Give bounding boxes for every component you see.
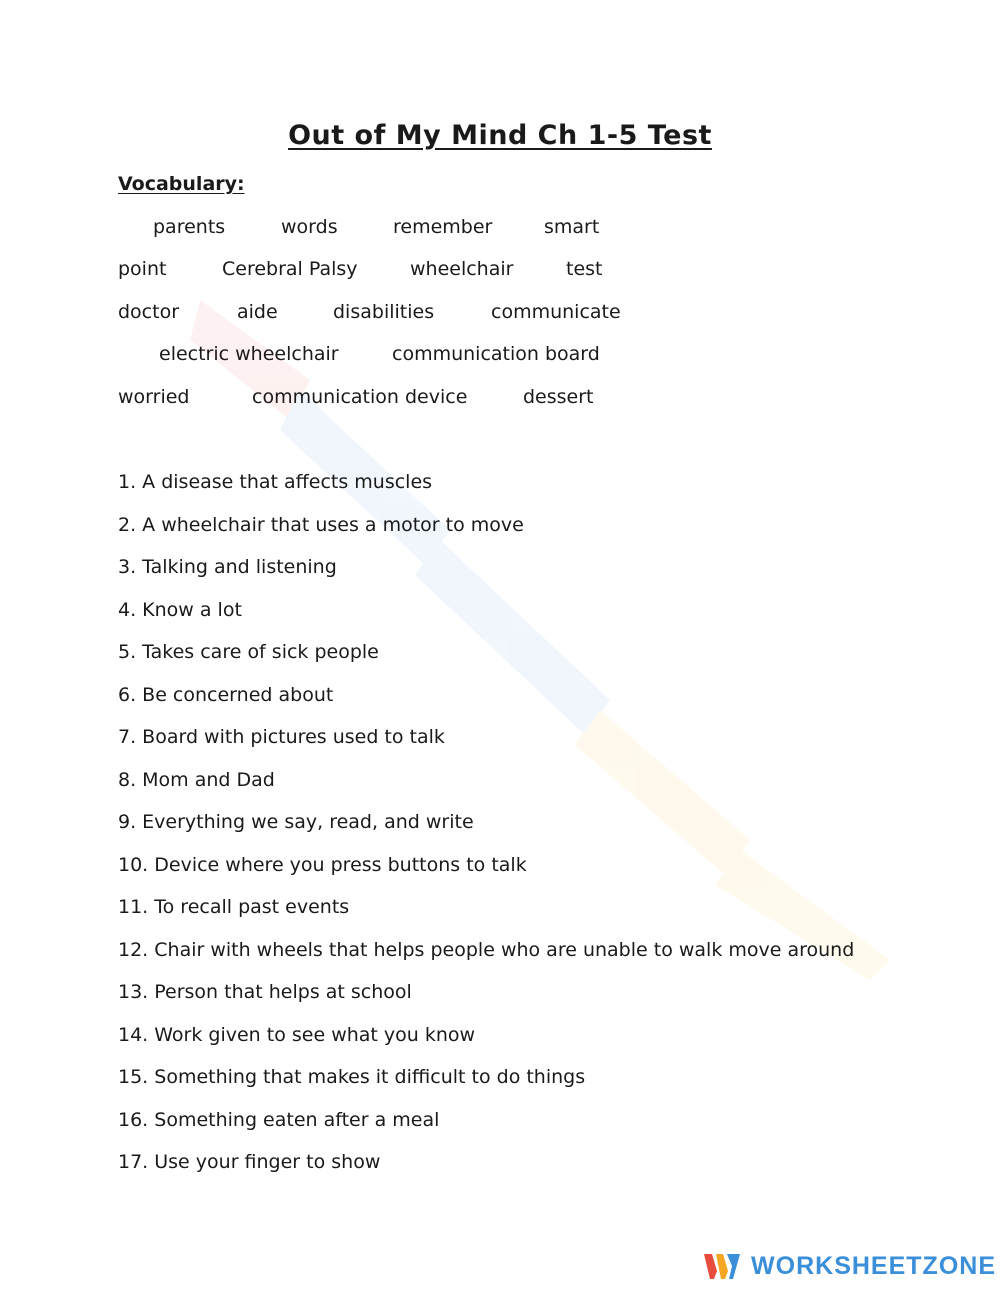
worksheetzone-w-logo-icon xyxy=(703,1251,741,1281)
vocab-word: communication board xyxy=(392,343,600,365)
question-item: 13. Person that helps at school xyxy=(118,981,412,1003)
vocab-word: parents xyxy=(153,216,226,238)
question-item: 8. Mom and Dad xyxy=(118,769,275,791)
question-item: 7. Board with pictures used to talk xyxy=(118,726,445,748)
page-title: Out of My Mind Ch 1-5 Test xyxy=(288,120,712,151)
question-item: 9. Everything we say, read, and write xyxy=(118,811,474,833)
vocab-word: doctor xyxy=(118,301,180,323)
question-item: 14. Work given to see what you know xyxy=(118,1024,476,1046)
question-item: 12. Chair with wheels that helps people who are unable to walk move around xyxy=(118,939,855,961)
brand-footer[interactable] xyxy=(703,1251,996,1281)
vocabulary-heading: Vocabulary: xyxy=(118,173,245,195)
vocab-word: worried xyxy=(118,386,190,408)
vocab-word: Cerebral Palsy xyxy=(222,258,358,280)
question-item: 2. A wheelchair that uses a motor to move xyxy=(118,514,524,536)
vocab-word: point xyxy=(118,258,167,280)
vocab-word: wheelchair xyxy=(410,258,514,280)
question-item: 15. Something that makes it difficult to do things xyxy=(118,1066,586,1088)
vocab-word: words xyxy=(281,216,338,238)
vocab-word: disabilities xyxy=(333,301,435,323)
vocab-word: communicate xyxy=(491,301,621,323)
vocab-word: dessert xyxy=(523,386,594,408)
question-item: 17. Use your finger to show xyxy=(118,1151,381,1173)
vocab-word: test xyxy=(566,258,603,280)
question-item: 4. Know a lot xyxy=(118,599,242,621)
question-item: 10. Device where you press buttons to talk xyxy=(118,854,527,876)
vocab-word: smart xyxy=(544,216,600,238)
vocab-word: remember xyxy=(393,216,493,238)
brand-name: WORKSHEETZONE xyxy=(751,1251,996,1280)
question-item: 5. Takes care of sick people xyxy=(118,641,379,663)
question-item: 16. Something eaten after a meal xyxy=(118,1109,440,1131)
question-item: 6. Be concerned about xyxy=(118,684,334,706)
question-item: 11. To recall past events xyxy=(118,896,350,918)
vocab-word: electric wheelchair xyxy=(159,343,339,365)
question-item: 3. Talking and listening xyxy=(118,556,337,578)
vocab-word: communication device xyxy=(252,386,468,408)
vocab-word: aide xyxy=(237,301,278,323)
question-item: 1. A disease that affects muscles xyxy=(118,471,433,493)
